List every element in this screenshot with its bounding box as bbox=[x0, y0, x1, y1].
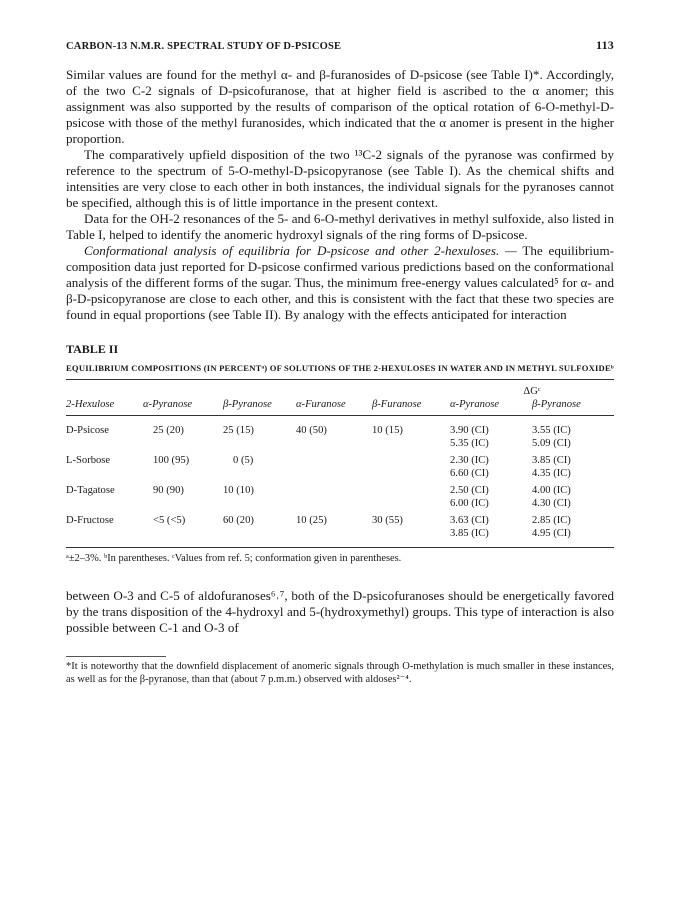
page-number: 113 bbox=[596, 38, 614, 52]
cell-b-furanose bbox=[372, 451, 450, 468]
cell-a-pyranose: 25 (20) bbox=[153, 424, 184, 436]
running-head bbox=[66, 38, 614, 53]
paragraph-1: Similar values are found for the methyl α- and β-furanosides of D-psicose (see Table I)*. Accordingly, of the two C-2 signals of D-psicofuranose, that at higher field is ascribed to the α anomer; this assignment was also supported by the results of comparison of the optical rotation of 6-O-methyl-D-psicose with those of the methyl furanosides, which indicated that the α anomer is present in the higher proportion. bbox=[66, 67, 614, 146]
table-row-continuation bbox=[66, 437, 614, 451]
section-heading: Conformational analysis of equilibria for D-psicose and other 2-hexuloses. — bbox=[84, 243, 517, 258]
table-ii bbox=[66, 342, 614, 564]
paragraph-4 bbox=[66, 243, 614, 323]
table-header-top-row bbox=[66, 380, 614, 399]
cell-a-pyranose: 90 (90) bbox=[153, 484, 184, 496]
paragraph-2: The comparatively upfield disposition of the two ¹³C-2 signals of the pyranose was confirmed by reference to the spectrum of 5-O-methyl-D-psicopyranose (see Table I). As the chemical shifts and intensities are very close to each other in both instances, the individual signals for the pyranoses cannot be specified, although this is of little importance in the present context. bbox=[66, 147, 614, 210]
paragraph-5: between O-3 and C-5 of aldofuranoses⁶˒⁷, both of the D-psicofuranoses should be energetically favored by the trans disposition of the 4-hydroxyl and 5-(hydroxymethyl) groups. This type of interaction is also possible between C-1 and O-3 of bbox=[66, 587, 614, 635]
cell-b-furanose: 30 (55) bbox=[372, 514, 403, 526]
cell-dg-b: 4.35 (IC) bbox=[532, 468, 571, 479]
cell-dg-b: 3.55 (IC) bbox=[532, 424, 571, 436]
cell-sugar: D-Tagatose bbox=[66, 484, 115, 496]
table-label: TABLE II bbox=[66, 342, 119, 356]
table-row-continuation bbox=[66, 497, 614, 511]
table-row-continuation bbox=[66, 527, 614, 547]
cell-dg-a: 6.60 (CI) bbox=[450, 468, 489, 479]
paragraph-3: Data for the OH-2 resonances of the 5- and 6-O-methyl derivatives in methyl sulfoxide, also listed in Table I, helped to identify the anomeric hydroxyl signals of the ring forms of D-psicose. bbox=[66, 211, 614, 242]
table-row bbox=[66, 481, 614, 498]
cell-b-furanose bbox=[372, 481, 450, 498]
body-text bbox=[66, 67, 614, 323]
body-text-continued bbox=[66, 588, 614, 636]
table-row bbox=[66, 416, 614, 438]
cell-dg-b: 4.95 (CI) bbox=[532, 528, 571, 539]
cell-a-pyranose: <5 (<5) bbox=[153, 514, 186, 526]
col-header-a-furanose: α-Furanose bbox=[296, 398, 346, 410]
cell-dg-b: 3.85 (CI) bbox=[532, 454, 571, 466]
cell-dg-b: 4.00 (IC) bbox=[532, 484, 571, 496]
table-bottom-rule bbox=[66, 547, 614, 548]
section-text: The equilibrium-composition data just reported for D-psicose confirmed various predictions based on the conformational analysis of the different forms of the sugar. Thus, the minimum free-energy values calculated⁵ for α- and β-D-psicopyranose are close to each other, and this is consistent with the fact that these two species are found in equal proportions (see Table II). By analogy with the effects anticipated for interaction bbox=[66, 243, 614, 322]
table-grid bbox=[66, 380, 614, 547]
cell-a-furanose: 40 (50) bbox=[296, 424, 327, 436]
col-header-dg-a-pyranose: α-Pyranose bbox=[450, 398, 500, 410]
cell-dg-b: 2.85 (IC) bbox=[532, 514, 571, 526]
page-footnote: *It is noteworthy that the downfield displacement of anomeric signals through O-methylation is much smaller in these instances, as well as for the β-pyranose, than that (about 7 p.m.m.) observed with aldoses²⁻⁴. bbox=[66, 660, 614, 685]
col-header-b-furanose: β-Furanose bbox=[372, 398, 422, 410]
cell-dg-a: 3.90 (CI) bbox=[450, 424, 489, 436]
col-header-hexulose: 2-Hexulose bbox=[66, 398, 115, 410]
cell-b-pyranose: 10 (10) bbox=[223, 484, 254, 496]
cell-b-pyranose: 0 (5) bbox=[233, 454, 254, 466]
cell-a-furanose: 10 (25) bbox=[296, 514, 327, 526]
cell-sugar: L-Sorbose bbox=[66, 454, 111, 466]
table-footnote: ᵃ±2–3%. ᵇIn parentheses. ᶜValues from ref. 5; conformation given in parentheses. bbox=[66, 552, 402, 564]
cell-dg-a: 2.50 (CI) bbox=[450, 484, 489, 496]
cell-dg-a: 6.00 (IC) bbox=[450, 498, 489, 509]
cell-a-furanose bbox=[296, 451, 372, 468]
cell-dg-a: 5.35 (IC) bbox=[450, 438, 489, 449]
cell-dg-a: 3.63 (CI) bbox=[450, 514, 489, 526]
cell-dg-b: 5.09 (CI) bbox=[532, 438, 571, 449]
cell-b-pyranose: 60 (20) bbox=[223, 514, 254, 526]
footnote-rule bbox=[66, 656, 166, 657]
cell-dg-b: 4.30 (CI) bbox=[532, 498, 571, 509]
cell-sugar: D-Psicose bbox=[66, 424, 109, 436]
table-header-row bbox=[66, 399, 614, 415]
cell-b-furanose: 10 (15) bbox=[372, 424, 403, 436]
col-header-a-pyranose: α-Pyranose bbox=[143, 398, 193, 410]
cell-dg-a: 3.85 (IC) bbox=[450, 528, 489, 539]
cell-dg-a: 2.30 (IC) bbox=[450, 454, 489, 466]
journal-page bbox=[66, 38, 614, 686]
cell-sugar: D-Fructose bbox=[66, 514, 114, 526]
table-row bbox=[66, 451, 614, 468]
table-row bbox=[66, 511, 614, 528]
running-head-title: CARBON-13 N.M.R. SPECTRAL STUDY OF D-PSICOSE bbox=[66, 41, 342, 52]
table-row-continuation bbox=[66, 467, 614, 481]
cell-a-furanose bbox=[296, 481, 372, 498]
col-header-b-pyranose: β-Pyranose bbox=[223, 398, 272, 410]
cell-a-pyranose: 100 (95) bbox=[153, 454, 190, 466]
col-header-dg-b-pyranose: β-Pyranose bbox=[532, 398, 581, 410]
delta-g-header: ΔGᶜ bbox=[523, 386, 541, 397]
cell-b-pyranose: 25 (15) bbox=[223, 424, 254, 436]
table-caption: EQUILIBRIUM COMPOSITIONS (IN PERCENTᵃ) OF SOLUTIONS OF THE 2-HEXULOSES IN WATER AND IN METHYL SULFOXIDEᵇ bbox=[66, 363, 614, 373]
